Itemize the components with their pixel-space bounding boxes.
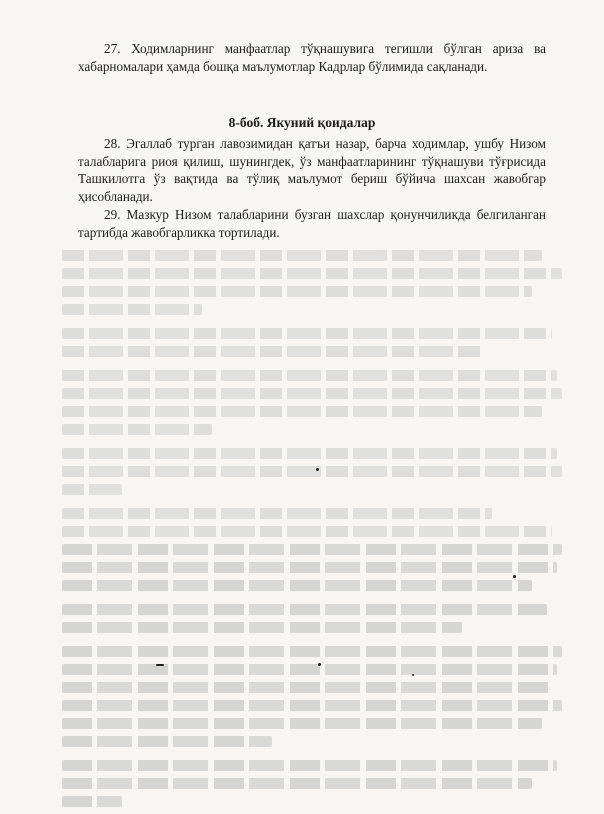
scan-speck <box>412 674 414 676</box>
scan-speck <box>318 663 321 666</box>
paragraph-29-text: 29. Мазкур Низом талабларини бузган шахслар қонунчиликда белгиланган тартибда жавобгарликка тортилади. <box>78 207 546 240</box>
paragraph-29 <box>78 206 546 241</box>
reverse-side-bleed <box>62 250 562 814</box>
scan-speck <box>513 575 516 578</box>
scan-speck <box>156 664 164 666</box>
paragraph-27 <box>78 40 546 75</box>
paragraph-28-text: 28. Эгаллаб турган лавозимидан қатъи назар, барча ходимлар, ушбу Низом талабларига риоя қилиш, шунингдек, ўз манфаатларининг тўқнашуви тўғрисида Ташкилотга ўз вақтида ва тўлиқ маълумот бериш бўйича шахсан жавобгар ҳисобланади. <box>78 136 546 204</box>
scan-speck <box>316 468 319 471</box>
paragraph-27-text: 27. Ходимларнинг манфаатлар тўқнашувига тегишли бўлган ариза ва хабарномалари ҳамда бошқа маълумотлар Кадрлар бўлимида сақланади. <box>78 41 546 74</box>
paragraph-28 <box>78 135 546 205</box>
chapter-heading: 8-боб. Якуний қоидалар <box>228 115 376 130</box>
